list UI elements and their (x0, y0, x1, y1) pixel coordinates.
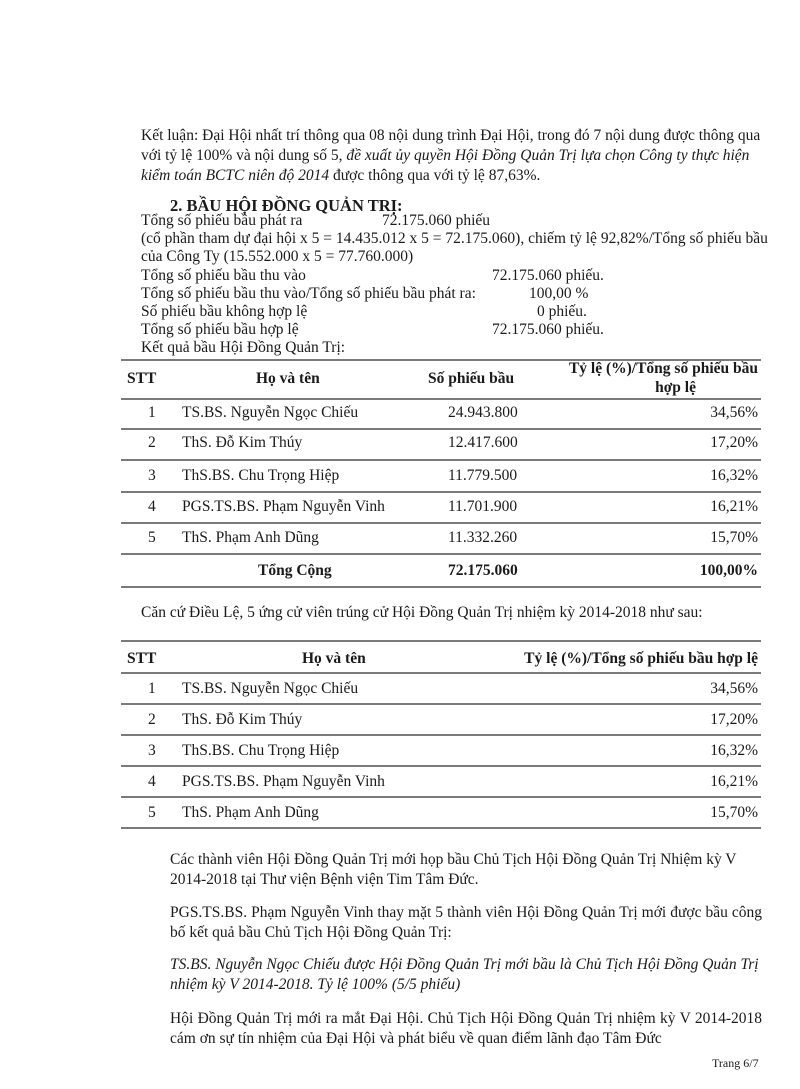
row-name: TS.BS. Nguyễn Ngọc Chiếu (182, 680, 359, 697)
row-votes: 24.943.800 (448, 404, 518, 421)
table-rule (121, 428, 761, 430)
issued-note: (cổ phần tham dự đại hội x 5 = 14.435.012 x 5 = 72.175.060), chiếm tỷ lệ 92,82%/Tổng số phiếu bầu của Công Ty (15.552.000 x 5 = 77.760.000) (141, 230, 768, 265)
table-rule (121, 459, 761, 461)
results-label-text: Kết quả bầu Hội Đồng Quản Trị: (141, 339, 346, 356)
issued-label: Tổng số phiếu bầu phát ra (141, 212, 303, 229)
table-rule (121, 640, 761, 642)
table-rule (121, 734, 761, 736)
conclusion-text-end: được thông qua với tỷ lệ 87,63%. (329, 167, 541, 184)
row-pct: 16,21% (710, 773, 758, 790)
charter-text: Căn cứ Điều Lệ, 5 ứng cử viên trúng cử Hội Đồng Quản Trị nhiệm kỳ 2014-2018 như sau: (141, 604, 703, 621)
total-pct: 100,00% (699, 562, 758, 579)
stat-row (141, 321, 781, 339)
row-stt: 5 (148, 804, 156, 821)
stat-label: Tổng số phiếu bầu thu vào (141, 267, 306, 284)
row-name: ThS.BS. Chu Trọng Hiệp (182, 742, 340, 759)
row-name: ThS.BS. Chu Trọng Hiệp (182, 467, 340, 484)
row-pct: 17,20% (710, 434, 758, 451)
stat-label: Tổng số phiếu bầu hợp lệ (141, 321, 299, 338)
issued-value: 72.175.060 phiếu (382, 212, 491, 229)
row-name: ThS. Phạm Anh Dũng (182, 529, 319, 546)
total-votes: 72.175.060 (448, 562, 518, 579)
stat-value: 72.175.060 phiếu. (492, 321, 604, 338)
row-name: ThS. Đỗ Kim Thúy (182, 711, 303, 728)
stat-value: 0 phiếu. (537, 303, 587, 320)
header-pct: Tỷ lệ (%)/Tổng số phiếu bầu hợp lệ (524, 650, 758, 667)
table-rule (121, 491, 761, 493)
header-name: Họ và tên (302, 650, 366, 667)
stat-value: 72.175.060 phiếu. (492, 267, 604, 284)
row-stt: 3 (148, 467, 156, 484)
row-pct: 16,32% (710, 467, 758, 484)
stat-value: 100,00 % (529, 285, 589, 302)
conclusion-text: Kết luận: Đại Hội nhất trí thông qua 08 nội dung trình Đại Hội, trong đó 7 nội dung được thông qua với tỷ lệ 100% và nội dung số 5, (141, 127, 761, 164)
row-votes: 11.701.900 (448, 498, 518, 515)
row-pct: 34,56% (710, 404, 758, 421)
stat-row (141, 303, 781, 321)
section-title: 2. BẦU HỘI ĐỒNG QUẢN TRỊ: (170, 196, 403, 215)
row-name: TS.BS. Nguyễn Ngọc Chiếu (182, 404, 359, 421)
paragraph-debut: Hội Đồng Quản Trị mới ra mắt Đại Hội. Chủ Tịch Hội Đồng Quản Trị nhiệm kỳ V 2014-2018 cám ơn sự tín nhiệm của Đại Hội và phát biểu về quan điểm lãnh đạo Tâm Đức (170, 1010, 762, 1047)
header-pct-2: hợp lệ (655, 379, 696, 396)
paragraph-chairman-result: TS.BS. Nguyễn Ngọc Chiếu được Hội Đồng Quản Trị mới bầu là Chủ Tịch Hội Đồng Quản Trị nhiệm kỳ V 2014-2018. Tỷ lệ 100% (5/5 phiếu) (170, 956, 759, 993)
table-rule (121, 398, 761, 400)
row-stt: 5 (148, 529, 156, 546)
table-rule (121, 703, 761, 705)
paragraph-announcement: PGS.TS.BS. Phạm Nguyễn Vinh thay mặt 5 thành viên Hội Đồng Quản Trị mới được bầu công bố kết quả bầu Chủ Tịch Hội Đồng Quản Trị: (170, 904, 762, 941)
table-rule (121, 522, 761, 524)
issued-row (141, 212, 781, 230)
row-stt: 1 (148, 680, 156, 697)
row-stt: 4 (148, 498, 156, 515)
row-name: PGS.TS.BS. Phạm Nguyễn Vinh (182, 498, 385, 515)
stat-row (141, 285, 781, 303)
table-rule (121, 586, 761, 588)
row-votes: 11.779.500 (448, 467, 518, 484)
row-pct: 17,20% (710, 711, 758, 728)
row-stt: 1 (148, 404, 156, 421)
header-votes: Số phiếu bầu (428, 370, 515, 387)
conclusion-paragraph (141, 126, 771, 186)
row-name: PGS.TS.BS. Phạm Nguyễn Vinh (182, 773, 385, 790)
table-rule (121, 765, 761, 767)
row-stt: 2 (148, 711, 156, 728)
stat-row (141, 267, 781, 285)
table-rule (121, 672, 761, 674)
table-rule (121, 796, 761, 798)
row-pct: 15,70% (710, 529, 758, 546)
row-pct: 15,70% (710, 804, 758, 821)
conclusion-italic: đề xuất ủy quyền Hội Đồng Quản Trị lựa chọn Công ty thực hiện kiểm toán BCTC niên độ 2014 (141, 147, 750, 184)
stat-label: Tổng số phiếu bầu thu vào/Tổng số phiếu bầu phát ra: (141, 285, 476, 302)
row-name: ThS. Đỗ Kim Thúy (182, 434, 303, 451)
row-stt: 3 (148, 742, 156, 759)
row-stt: 2 (148, 434, 156, 451)
row-pct: 16,21% (710, 498, 758, 515)
header-name: Họ và tên (256, 370, 320, 387)
results-label (141, 339, 781, 357)
row-votes: 11.332.260 (448, 529, 518, 546)
table-rule (121, 553, 761, 555)
page-number: Trang 6/7 (712, 1056, 759, 1070)
header-pct: Tỷ lệ (%)/Tổng số phiếu bầu (568, 360, 758, 377)
row-stt: 4 (148, 773, 156, 790)
row-name: ThS. Phạm Anh Dũng (182, 804, 319, 821)
paragraph-meeting: Các thành viên Hội Đồng Quản Trị mới họp bầu Chủ Tịch Hội Đồng Quản Trị Nhiệm kỳ V 2014-2018 tại Thư viện Bệnh viện Tim Tâm Đức. (170, 851, 737, 888)
row-votes: 12.417.600 (448, 434, 518, 451)
header-stt: STT (127, 650, 157, 667)
stat-label: Số phiếu bầu không hợp lệ (141, 303, 308, 320)
total-label: Tổng Cộng (258, 562, 332, 579)
header-stt: STT (127, 370, 157, 387)
table-rule (121, 827, 761, 829)
row-pct: 34,56% (710, 680, 758, 697)
row-pct: 16,32% (710, 742, 758, 759)
